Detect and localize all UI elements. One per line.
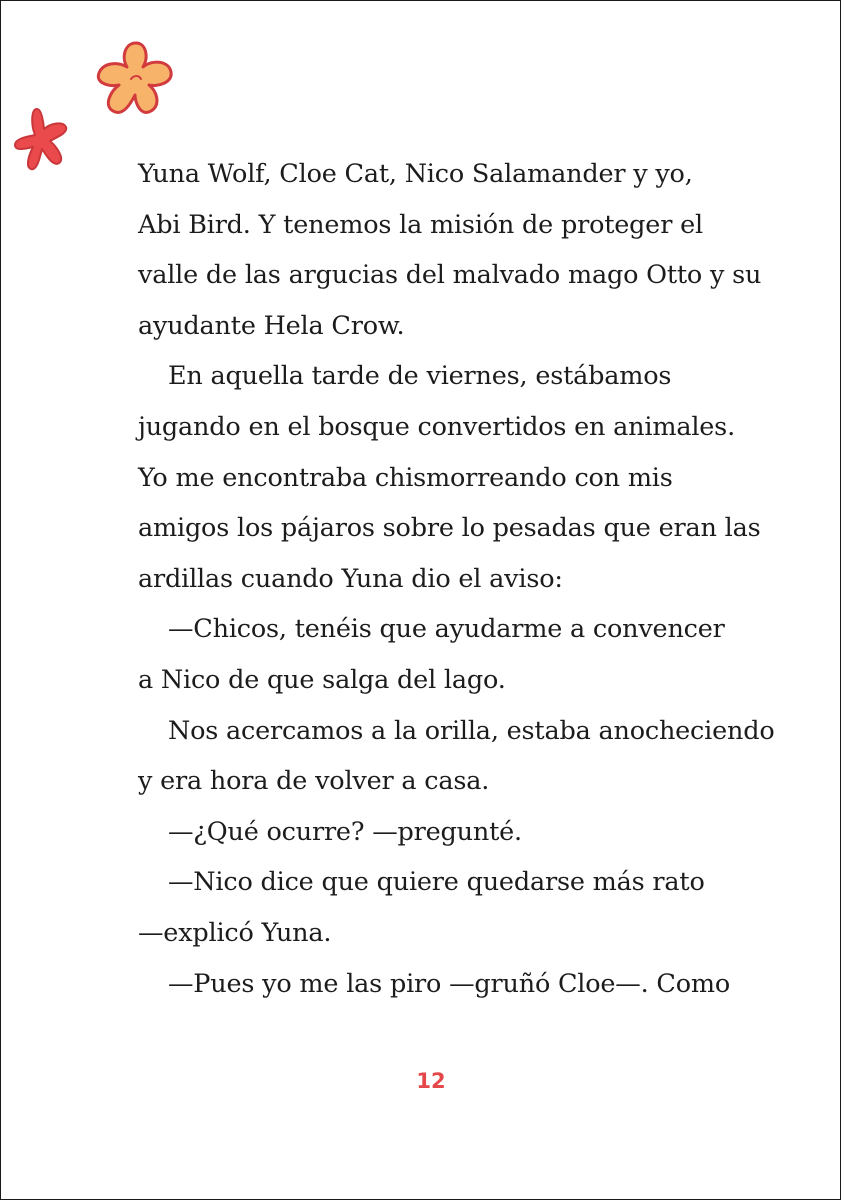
text-line: valle de las argucias del malvado mago Otto y su: [138, 260, 762, 291]
text-line: ayudante Hela Crow.: [138, 310, 405, 341]
flower-icon: [91, 37, 181, 127]
text-line: —Chicos, tenéis que ayudarme a convencer: [168, 614, 725, 645]
text-line: Yo me encontraba chismorreando con mis: [138, 462, 673, 493]
text-line: —Nico dice que quiere quedarse más rato: [168, 867, 705, 898]
text-line: Abi Bird. Y tenemos la misión de proteger el: [138, 209, 703, 240]
text-line: y era hora de volver a casa.: [138, 766, 490, 797]
star-icon: [13, 105, 71, 175]
text-line: —Pues yo me las piro —gruñó Cloe—. Como: [168, 968, 731, 999]
text-line: ardillas cuando Yuna dio el aviso:: [138, 563, 563, 594]
page-number: 12: [416, 1069, 446, 1093]
text-line: En aquella tarde de viernes, estábamos: [168, 361, 672, 392]
text-line: Yuna Wolf, Cloe Cat, Nico Salamander y yo,: [138, 159, 693, 189]
text-line: a Nico de que salga del lago.: [138, 664, 506, 695]
body-text: [138, 149, 775, 1009]
text-line: Nos acercamos a la orilla, estaba anocheciendo: [168, 715, 775, 746]
text-line: —explicó Yuna.: [138, 917, 332, 948]
text-line: jugando en el bosque convertidos en animales.: [138, 411, 735, 442]
text-line: —¿Qué ocurre? —pregunté.: [168, 816, 522, 847]
text-line: amigos los pájaros sobre lo pesadas que eran las: [138, 513, 761, 544]
